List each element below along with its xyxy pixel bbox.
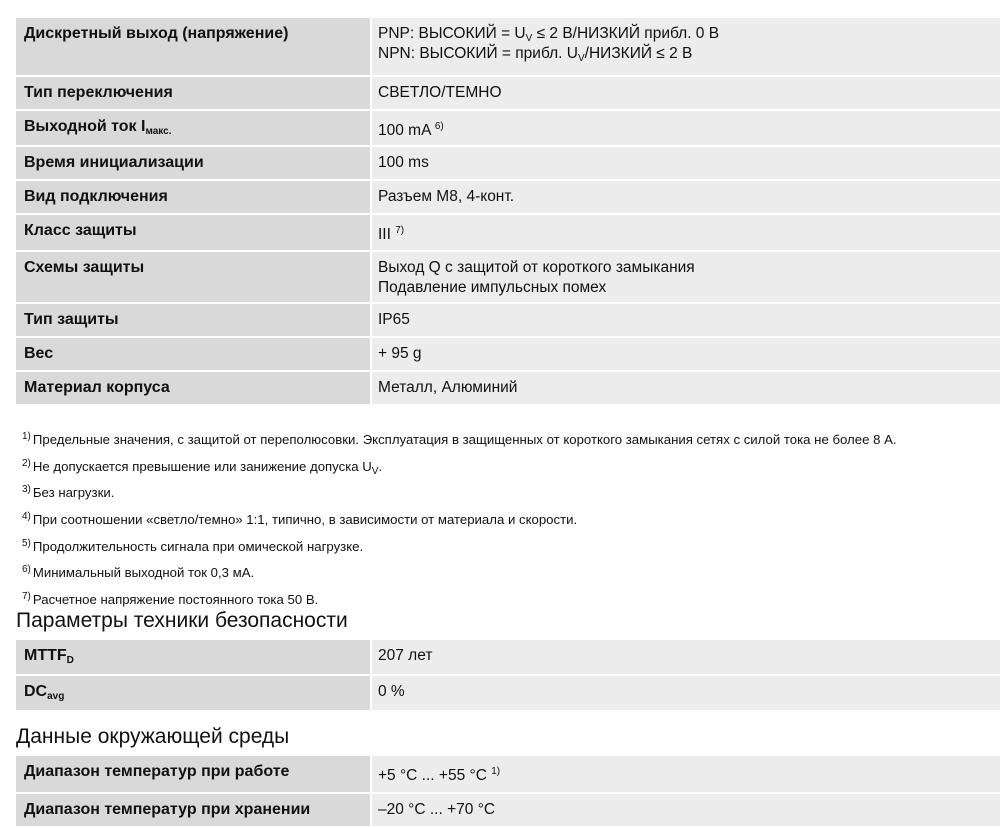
safety-table xyxy=(16,640,1000,712)
table-row xyxy=(16,794,1000,826)
table-row xyxy=(16,215,1000,250)
table-row xyxy=(16,111,1000,145)
row-value: IP65 xyxy=(372,304,1000,336)
row-value: 100 ms xyxy=(372,147,1000,179)
row-label: $DC_{avg}$ xyxy=(16,676,370,710)
section-heading-environment: Данные окружающей среды xyxy=(16,725,290,748)
row-value: Металл, Алюминий xyxy=(372,372,1000,404)
row-label: Материал корпуса xyxy=(16,372,370,404)
section-heading-safety: Параметры техники безопасности xyxy=(16,609,348,632)
footnote: $^{6)}$ Минимальный выходной ток 0,3 мА. xyxy=(22,564,255,581)
footnote: $^{2)}$ Не допускается превышение или занижение допуска $U_V$. xyxy=(22,457,383,477)
row-label: Диапазон температур при работе xyxy=(16,756,370,792)
row-value: 0 % xyxy=(372,676,1000,710)
row-value: 100 mA $^{6)}$ xyxy=(372,111,1000,145)
footnote: $^{5)}$ Продолжительность сигнала при омической нагрузке. xyxy=(22,537,364,554)
row-value: PNP: ВЫСОКИЙ = $U_V \le 2$ В/НИЗКИЙ прибл. 0 В NPN: ВЫСОКИЙ = прибл. $U_V$/НИЗКИЙ ≤ 2 В xyxy=(372,18,1000,75)
row-value: СВЕТЛО/ТЕМНО xyxy=(372,77,1000,109)
row-value: –20 °C ... +70 °C xyxy=(372,794,1000,826)
row-label: Вид подключения xyxy=(16,181,370,213)
row-label: Дискретный выход (напряжение) xyxy=(16,18,370,75)
row-label: Тип защиты xyxy=(16,304,370,336)
table-row xyxy=(16,147,1000,179)
row-value: Выход Q с защитой от короткого замыкания Подавление импульсных помех xyxy=(372,252,1000,302)
row-label: Вес xyxy=(16,338,370,370)
table-row xyxy=(16,77,1000,109)
table-row xyxy=(16,372,1000,404)
row-value: 207 лет xyxy=(372,640,1000,674)
table-row xyxy=(16,756,1000,792)
row-value: + 95 g xyxy=(372,338,1000,370)
table-row xyxy=(16,338,1000,370)
row-value: +5 °C ... +55 °C $^{1)}$ xyxy=(372,756,1000,792)
footnote: $^{7)}$ Расчетное напряжение постоянного тока 50 В. xyxy=(22,591,319,608)
row-label: Время инициализации xyxy=(16,147,370,179)
table-row xyxy=(16,181,1000,213)
row-label: Класс защиты xyxy=(16,215,370,250)
footnote: $^{3)}$ Без нагрузки. xyxy=(22,484,115,501)
row-label: Выходной ток $I_{макс.}$ xyxy=(16,111,370,145)
output-spec-table xyxy=(16,18,1000,406)
table-row xyxy=(16,252,1000,302)
table-row xyxy=(16,18,1000,75)
footnote: $^{1)}$ Предельные значения, с защитой от переполюсовки. Эксплуатация в защищенных от короткого замыкания сетях с силой тока не более 8 А. xyxy=(22,431,897,447)
footnotes xyxy=(22,428,992,615)
environment-table xyxy=(16,756,1000,828)
table-row xyxy=(16,304,1000,336)
row-value: III $^{7)}$ xyxy=(372,215,1000,250)
row-value: Разъем M8, 4-конт. xyxy=(372,181,1000,213)
row-label: Схемы защиты xyxy=(16,252,370,302)
row-label: Тип переключения xyxy=(16,77,370,109)
footnote: $^{4)}$ При соотношении «светло/темно» 1:1, типично, в зависимости от материала и скорости. xyxy=(22,511,578,528)
table-row xyxy=(16,640,1000,674)
row-label: Диапазон температур при хранении xyxy=(16,794,370,826)
row-label: $MTTF_D$ xyxy=(16,640,370,674)
table-row xyxy=(16,676,1000,710)
